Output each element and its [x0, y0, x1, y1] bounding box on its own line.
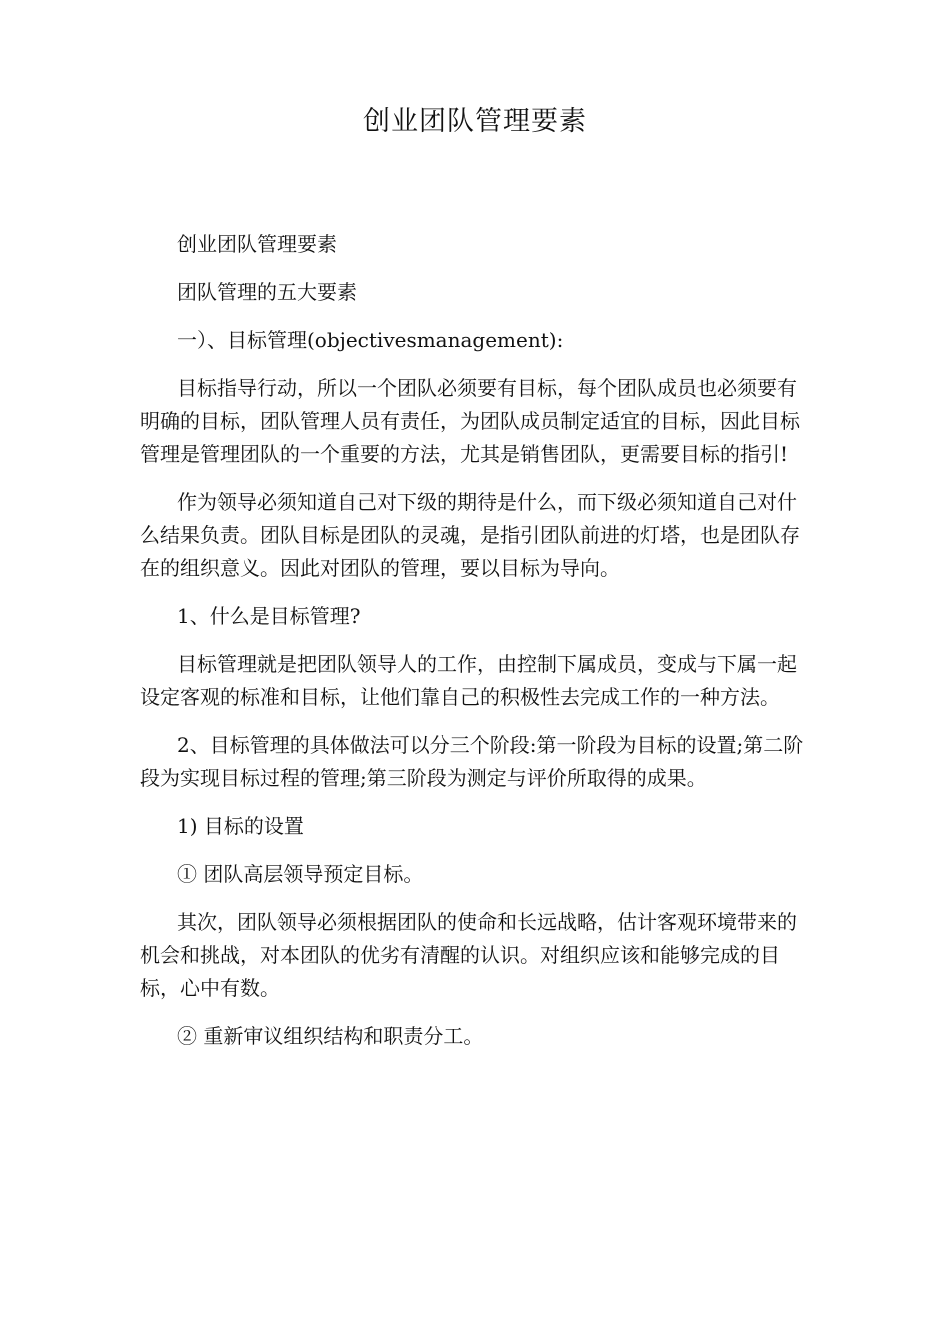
document-title: 创业团队管理要素	[363, 106, 587, 137]
subheading-goal-setting: 1) 目标的设置	[177, 814, 304, 838]
paragraph-leader-expectations: 作为领导必须知道自己对下级的期待是什么，而下级必须知道自己对什么结果负责。团队目标是团队的灵魂，是指引团队前进的灯塔，也是团队存在的组织意义。因此对团队的管理，要以目标为导向。	[140, 490, 800, 580]
paragraph-mbo-definition: 目标管理就是把团队领导人的工作，由控制下属成员，变成与下属一起设定客观的标准和目标，让他们靠自己的积极性去完成工作的一种方法。	[140, 652, 797, 709]
paragraph-five-elements: 团队管理的五大要素	[177, 280, 357, 304]
paragraph-three-stages: 2、目标管理的具体做法可以分三个阶段:第一阶段为目标的设置;第二阶段为实现目标过程的管理;第三阶段为测定与评价所取得的成果。	[140, 733, 804, 790]
list-item-2: ② 重新审议组织结构和职责分工。	[177, 1024, 484, 1048]
list-item-1: ① 团队高层领导预定目标。	[177, 862, 424, 886]
question-what-is-mbo: 1、什么是目标管理?	[177, 604, 361, 628]
paragraph-subtitle: 创业团队管理要素	[177, 232, 337, 256]
paragraph-goal-guides-action: 目标指导行动，所以一个团队必须要有目标，每个团队成员也必须要有明确的目标，团队管理人员有责任，为团队成员制定适宜的目标，因此目标管理是管理团队的一个重要的方法，尤其是销售团队，更需要目标的指引!	[140, 376, 800, 466]
document-body	[140, 228, 816, 1068]
paragraph-secondly: 其次，团队领导必须根据团队的使命和长远战略，估计客观环境带来的机会和挑战，对本团队的优劣有清醒的认识。对组织应该和能够完成的目标，心中有数。	[140, 910, 797, 1000]
section-heading-objectives: 一）、目标管理(objectivesmanagement):	[177, 328, 564, 352]
